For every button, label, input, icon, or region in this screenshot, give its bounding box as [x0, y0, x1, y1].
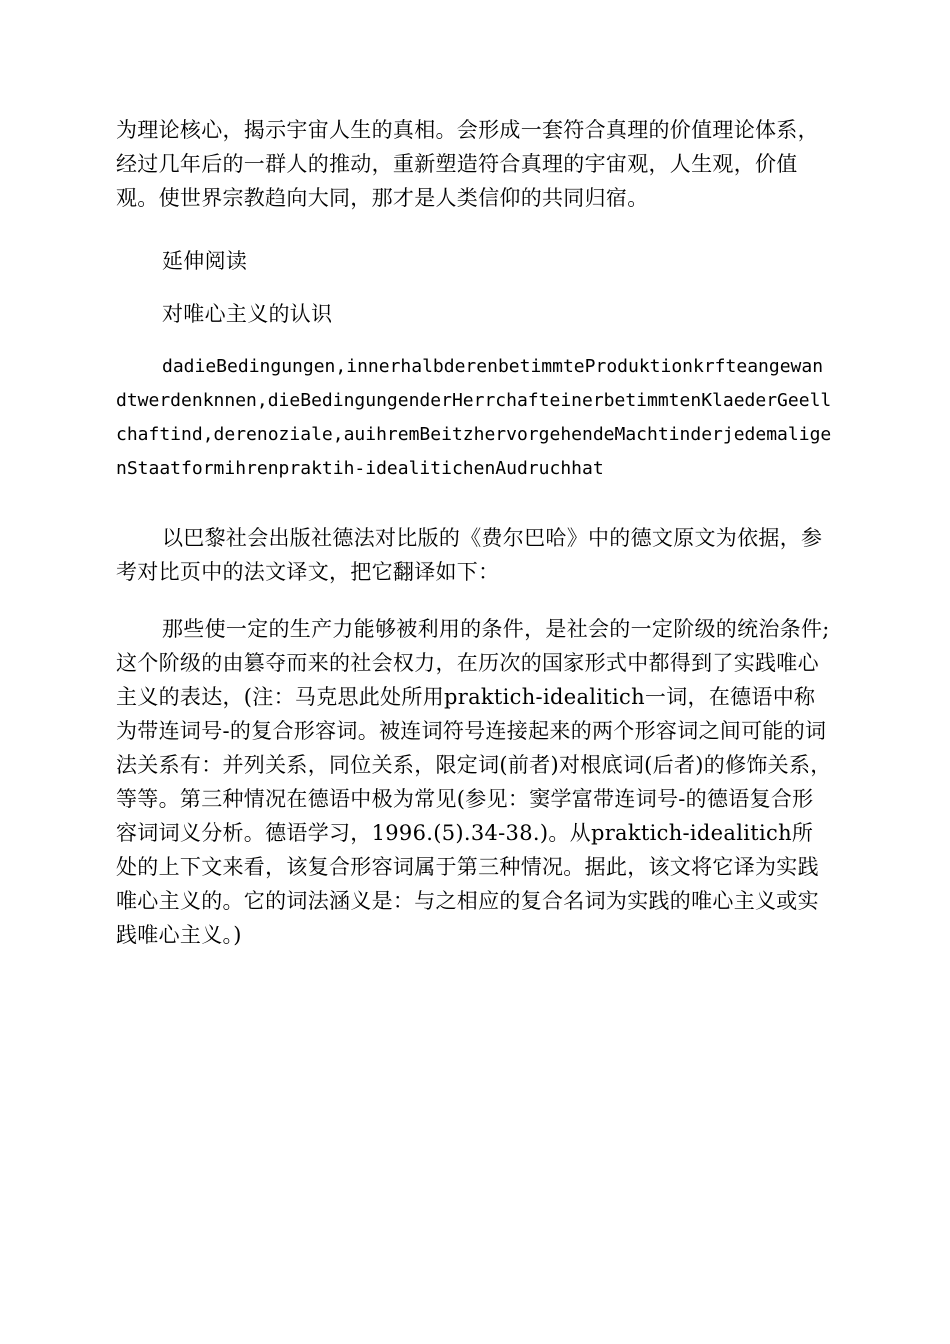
- translation-paragraph: 那些使一定的生产力能够被利用的条件，是社会的一定阶级的统治条件;这个阶级的由篡夺而来的社会权力，在历次的国家形式中都得到了实践唯心主义的表达，(注：马克思此处所用praktich-idealitich一词，在德语中称为带连词号-的复合形容词。被连词符号连接起来的两个形容词之间可能的词法关系有：并列关系，同位关系，限定词(前者)对根底词(后者)的修饰关系，等等。第三种情况在德语中极为常见(参见：窦学富带连词号-的德语复合形容词词义分析。德语学习，1996.(5).34-38.)。从praktich-idealitich所处的上下文来看，该复合形容词属于第三种情况。据此，该文将它译为实践唯心主义的。它的词法涵义是：与之相应的复合名词为实践的唯心主义或实践唯心主义。): [116, 617, 832, 947]
- idealism-heading: 对唯心主义的认识: [162, 302, 333, 326]
- body-paragraph-intro: 为理论核心，揭示宇宙人生的真相。会形成一套符合真理的价值理论体系，经过几年后的一群人的推动，重新塑造符合真理的宇宙观，人生观，价值观。使世界宗教趋向大同，那才是人类信仰的共同归宿。: [116, 118, 819, 210]
- extended-reading-heading: 延伸阅读: [162, 249, 248, 273]
- source-paragraph: 以巴黎社会出版社德法对比版的《费尔巴哈》中的德文原文为依据，参考对比页中的法文译文，把它翻译如下：: [116, 526, 823, 584]
- german-quote-paragraph: dadieBedingungen,innerhalbderenbetimmteProduktionkrfteangewandtwerdenknnen,dieBedingungenderHerrchafteinerbetimmtenKlaederGeellchaftind,derenoziale,auihremBeitzhervorgehendeMachtinderjedemaligenStaatformihrenpraktih-idealitichenAudruchhat: [116, 356, 832, 479]
